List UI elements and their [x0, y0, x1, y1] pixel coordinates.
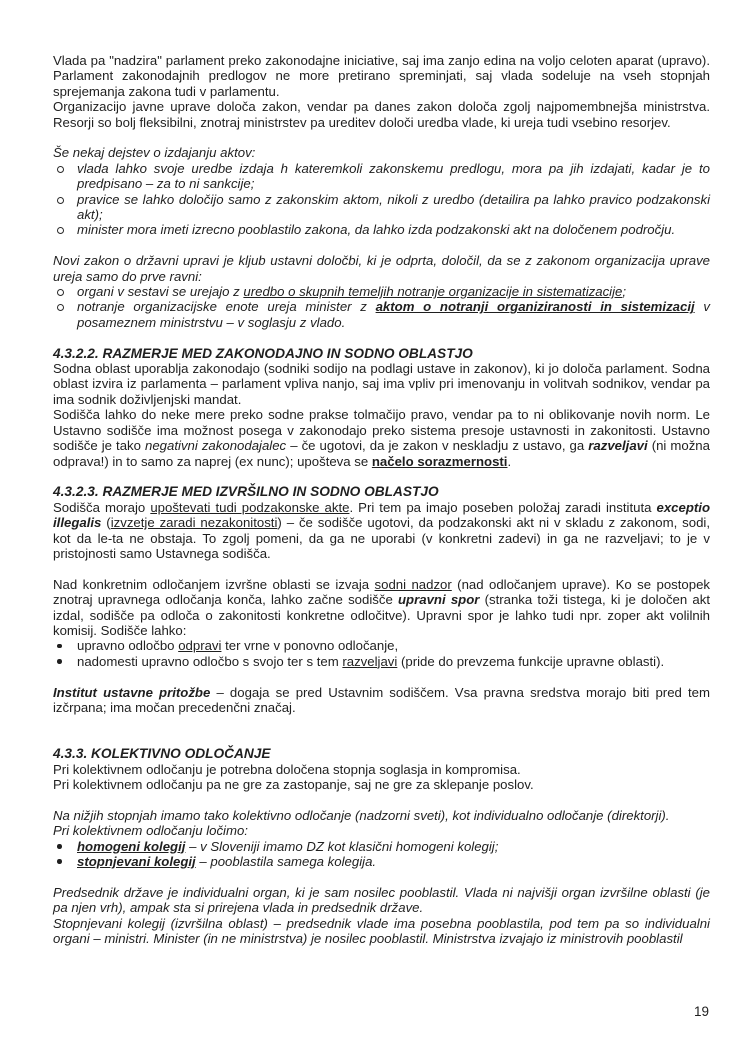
text-run: (pride do prevzema funkcije upravne oblasti). [397, 653, 665, 669]
text-run: ( [101, 515, 111, 531]
text-run: Institut ustavne pritožbe [53, 684, 211, 700]
text-run: exceptio illegalis [53, 499, 711, 531]
text-run: upoštevati tudi podzakonske akte [150, 499, 350, 515]
blank-line [53, 561, 710, 576]
document-body [53, 53, 710, 946]
text-run: Predsednik države je individualni organ, ki je sam nosilec pooblastil. Vlada ni najvišji organ izvršilne oblasti (je pa njen vrh), ampak sta si prirejena vlada in predsednik države. [53, 884, 710, 916]
text-run: načelo sorazmernosti [371, 453, 508, 469]
paragraph [53, 361, 710, 407]
paragraph [53, 145, 710, 160]
blank-line [53, 130, 710, 145]
text-run: upravno odločbo [77, 638, 179, 654]
disc-bullet-icon [57, 859, 62, 864]
bullet-list [53, 638, 710, 669]
text-run: – pooblastila samega kolegija. [195, 853, 377, 869]
text-run: 4.3.2.3. RAZMERJE MED IZVRŠILNO IN SODNO OBLASTJO [53, 484, 439, 500]
bullet-list [53, 284, 710, 330]
list-item [53, 654, 710, 669]
paragraph [53, 53, 710, 99]
text-run: Še nekaj dejstev o izdajanju aktov: [53, 145, 256, 161]
circle-bullet-icon [57, 289, 64, 296]
blank-line [53, 238, 710, 253]
blank-line [53, 869, 710, 884]
text-run: – dogaja se pred Ustavnim sodiščem. Vsa pravna sredstva morajo biti pred tem izčrpana; ima močan precedenčni značaj. [53, 684, 710, 715]
text-run: (ni možna odprava!) in to samo za naprej (ex nunc); upošteva se [53, 438, 710, 469]
text-run: razveljavi [342, 653, 398, 669]
text-run: . [507, 453, 512, 469]
paragraph [53, 407, 710, 469]
paragraph [53, 577, 710, 639]
text-run: aktom o notranji organiziranosti in sistemizacij [375, 299, 695, 315]
text-run: Na nižjih stopnjah imamo tako kolektivno odločanje (nadzorni sveti), kot individualno odločanje (direktorji). [53, 807, 670, 823]
text-run: Nad konkretnim odločanjem izvršne oblasti se izvaja [53, 576, 375, 592]
text-run: Pri kolektivnem odločanju pa ne gre za zastopanje, saj ne gre za sklepanje poslov. [53, 776, 534, 792]
text-run: sodni nadzor [374, 576, 452, 592]
list-item [53, 161, 710, 192]
text-run: ; [622, 284, 627, 300]
section-heading [53, 746, 710, 761]
list-item [53, 638, 710, 653]
text-run: pravice se lahko določijo samo z zakonskim aktom, nikoli z uredbo (detailira pa lahko pravico podzakonski akt); [77, 191, 710, 223]
text-run: ) – če sodišče ugotovi, da podzakonski akt ni v skladu z zakonom, sodi, kot da le-ta ne obstaja. To zgolj pomeni, da ga ne uporabi (v konkretni zadevi) in ga ne razveljavi; to je v pristojnosti samo Ustavnega sodišča. [53, 515, 711, 561]
text-run: Sodna oblast uporablja zakonodajo (sodniki sodijo na podlagi ustave in zakonov), ki jo določa parlament. Sodna oblast izvira iz parlamenta – parlament vpliva nanjo, saj ima vpliv pri imenovanju in volitvah sodnikov, vendar pa ima sodnik doživljenjski mandat. [53, 361, 710, 407]
circle-bullet-icon [57, 197, 64, 204]
blank-line [53, 792, 710, 807]
circle-bullet-icon [57, 227, 64, 234]
blank-line [53, 669, 710, 684]
circle-bullet-icon [57, 166, 64, 173]
text-run: 4.3.3. KOLEKTIVNO ODLOČANJE [53, 746, 271, 762]
text-run: negativni zakonodajalec [145, 438, 287, 454]
text-run: Organizacijo javne uprave določa zakon, vendar pa danes zakon določa zgolj najpomembnejša ministrstva. Resorji so bolj fleksibilni, znotraj ministrstev pa ureditev določi uredba vlade, ki ureja tudi vsebino resorjev. [53, 99, 710, 130]
circle-bullet-icon [57, 304, 64, 311]
text-run: Stopnjevani kolegij (izvršilna oblast) – predsednik vlade ima posebna pooblastila, pod tem pa so individualni organi – ministri. Minister (in ne ministrstva) je nosilec pooblastil. Ministrstva izvajajo iz ministrovih pooblastil [53, 915, 710, 946]
text-run: homogeni kolegij [77, 838, 186, 854]
text-run: stopnjevani kolegij [77, 853, 196, 869]
blank-line [53, 330, 710, 345]
list-item [53, 854, 710, 869]
text-run: razveljavi [588, 438, 648, 454]
text-run: v posameznem ministrstvu – v soglasju z vlado. [77, 299, 710, 330]
text-run: – če ugotovi, da je zakon v neskladju z ustavo, ga [286, 438, 589, 454]
paragraph [53, 808, 710, 823]
text-run: Vlada pa "nadzira" parlament preko zakonodajne iniciative, saj ima zanjo edina na voljo celoten aparat (upravo). Parlament zakonodajnih predlogov ne more pretirano spreminjati, saj vlada sodeluje na vseh stopnjah sprejemanja zakona tudi v parlamentu. [53, 53, 710, 99]
text-run: Pri kolektivnem odločanju je potrebna določena stopnja soglasja in kompromisa. [53, 761, 521, 777]
paragraph [53, 500, 710, 562]
blank-line [53, 715, 710, 730]
paragraph [53, 99, 710, 130]
section-heading [53, 484, 710, 499]
text-run: vlada lahko svoje uredbe izdaja h kateremkoli zakonskemu predlogu, mora pa jih izdajati, kadar je to predpisano – za to ni sankcije; [77, 160, 710, 192]
bullet-list [53, 839, 710, 870]
disc-bullet-icon [57, 844, 62, 849]
paragraph [53, 762, 710, 777]
text-run: upravni spor [398, 592, 480, 608]
text-run: odpravi [178, 638, 222, 654]
list-item [53, 284, 710, 299]
text-run: organi v sestavi se urejajo z [77, 284, 244, 300]
paragraph [53, 253, 710, 284]
text-run: nadomesti upravno odločbo s svojo ter s tem [77, 653, 343, 669]
list-item [53, 839, 710, 854]
text-run: (stranka toži tistega, ki je določen akt izdal, sodišče pa odloča o zakonitosti konkretne odločitve). Upravni spor je lahko tudi npr. zoper akt volilnih komisij. Sodišče lahko: [53, 592, 710, 638]
text-run: Sodišča lahko do neke mere preko sodne prakse tolmačijo pravo, vendar pa to ni oblikovanje novih norm. Le Ustavno sodišče ima možnost posega v zakonodajo preko sistema presoje ustavnosti in zakonitosti. Ustavno sodišče je tako [53, 407, 710, 454]
text-run: (nad odločanjem uprave). Ko se postopek znotraj upravnega odločanja konča, lahko začne sodišče [53, 576, 711, 608]
blank-line [53, 469, 710, 484]
disc-bullet-icon [57, 644, 62, 649]
list-item [53, 299, 710, 330]
page-number: 19 [693, 1003, 709, 1019]
paragraph [53, 685, 710, 716]
list-item [53, 192, 710, 223]
text-run: . Pri tem pa imajo poseben položaj zaradi instituta [349, 499, 657, 515]
disc-bullet-icon [57, 659, 62, 664]
text-run: – v Sloveniji imamo DZ kot klasični homogeni kolegij; [185, 838, 499, 854]
paragraph [53, 777, 710, 792]
text-run: izvzetje zaradi nezakonitosti [110, 515, 278, 531]
text-run: Sodišča morajo [53, 499, 151, 515]
text-run: Pri kolektivnem odločanju ločimo: [53, 823, 248, 839]
paragraph [53, 916, 710, 947]
text-run: 4.3.2.2. RAZMERJE MED ZAKONODAJNO IN SODNO OBLASTJO [53, 345, 473, 361]
text-run: minister mora imeti izrecno pooblastilo zakona, da lahko izda podzakonski akt na določenem področju. [77, 222, 676, 238]
bullet-list [53, 161, 710, 238]
text-run: Novi zakon o državni upravi je kljub ustavni določbi, ki je odprta, določil, da se z zakonom organizacija uprave ureja samo do prve ravni: [53, 253, 710, 284]
blank-line [53, 731, 710, 746]
paragraph [53, 823, 710, 838]
text-run: ter vrne v ponovno odločanje, [221, 638, 399, 654]
list-item [53, 222, 710, 237]
section-heading [53, 346, 710, 361]
text-run: uredbo o skupnih temeljih notranje organizacije in sistematizacije [243, 284, 623, 300]
paragraph [53, 885, 710, 916]
text-run: notranje organizacijske enote ureja minister z [77, 299, 376, 315]
